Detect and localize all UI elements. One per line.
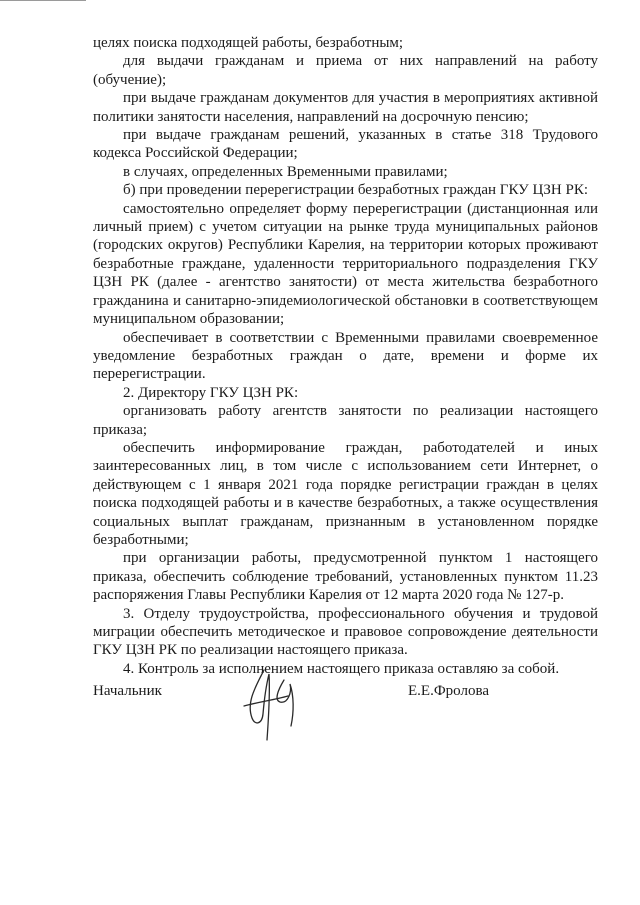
paragraph: при организации работы, предусмотренной пунктом 1 настоящего приказа, обеспечить соблюдение требований, установленных пунктом 11.23 распоряжения Главы Республики Карелия от 12 марта 2020 года № 127-р.: [93, 550, 598, 604]
signature-name: Е.Е.Фролова: [408, 683, 490, 699]
paragraph: организовать работу агентств занятости по реализации настоящего приказа;: [93, 403, 598, 438]
paragraph: в случаях, определенных Временными правилами;: [123, 163, 448, 180]
document-body: [93, 34, 598, 678]
paragraph: целях поиска подходящей работы, безработным;: [93, 35, 404, 51]
paragraph: самостоятельно определяет форму перерегистрации (дистанционная или личный прием) с учетом ситуации на рынке труда муниципальных районов (городских округов) Республики Карелия, на территории которых проживают безработные граждане, удаленности территориального подразделения ГКУ ЦЗН РК (далее - агентство занятости) от места жительства безработного гражданина и санитарно-эпидемиологической обстановки в соответствующем муниципальном образовании;: [93, 200, 598, 328]
paragraph: обеспечить информирование граждан, работодателей и иных заинтересованных лиц, в том числе с использованием сети Интернет, о действующем с 1 января 2021 года порядке регистрации граждан в целях поиска подходящей работы и в качестве безработных, а также осуществления социальных выплат гражданам, признанным в установленном порядке безработными;: [93, 439, 598, 548]
top-edge-line: [0, 0, 86, 1]
handwritten-signature: [236, 662, 316, 744]
paragraph: 3. Отделу трудоустройства, профессионального обучения и трудовой миграции обеспечить методическое и правовое сопровождение деятельности ГКУ ЦЗН РК по реализации настоящего приказа.: [93, 605, 598, 659]
paragraph: для выдачи гражданам и приема от них направлений на работу (обучение);: [93, 53, 598, 88]
paragraph: б) при проведении перерегистрации безработных граждан ГКУ ЦЗН РК:: [123, 182, 588, 199]
paragraph: при выдаче гражданам документов для участия в мероприятиях активной политики занятости населения, направлений на досрочную пенсию;: [93, 90, 598, 125]
paragraph: обеспечивает в соответствии с Временными правилами своевременное уведомление безработных граждан о дате, времени и форме их перерегистрации.: [93, 329, 598, 383]
paragraph: 4. Контроль за исполнением настоящего приказа оставляю за собой.: [123, 660, 560, 677]
paragraph: 2. Директору ГКУ ЦЗН РК:: [123, 384, 299, 401]
signature-position: Начальник: [93, 683, 162, 699]
paragraph: при выдаче гражданам решений, указанных в статье 318 Трудового кодекса Российской Федерации;: [93, 127, 598, 162]
